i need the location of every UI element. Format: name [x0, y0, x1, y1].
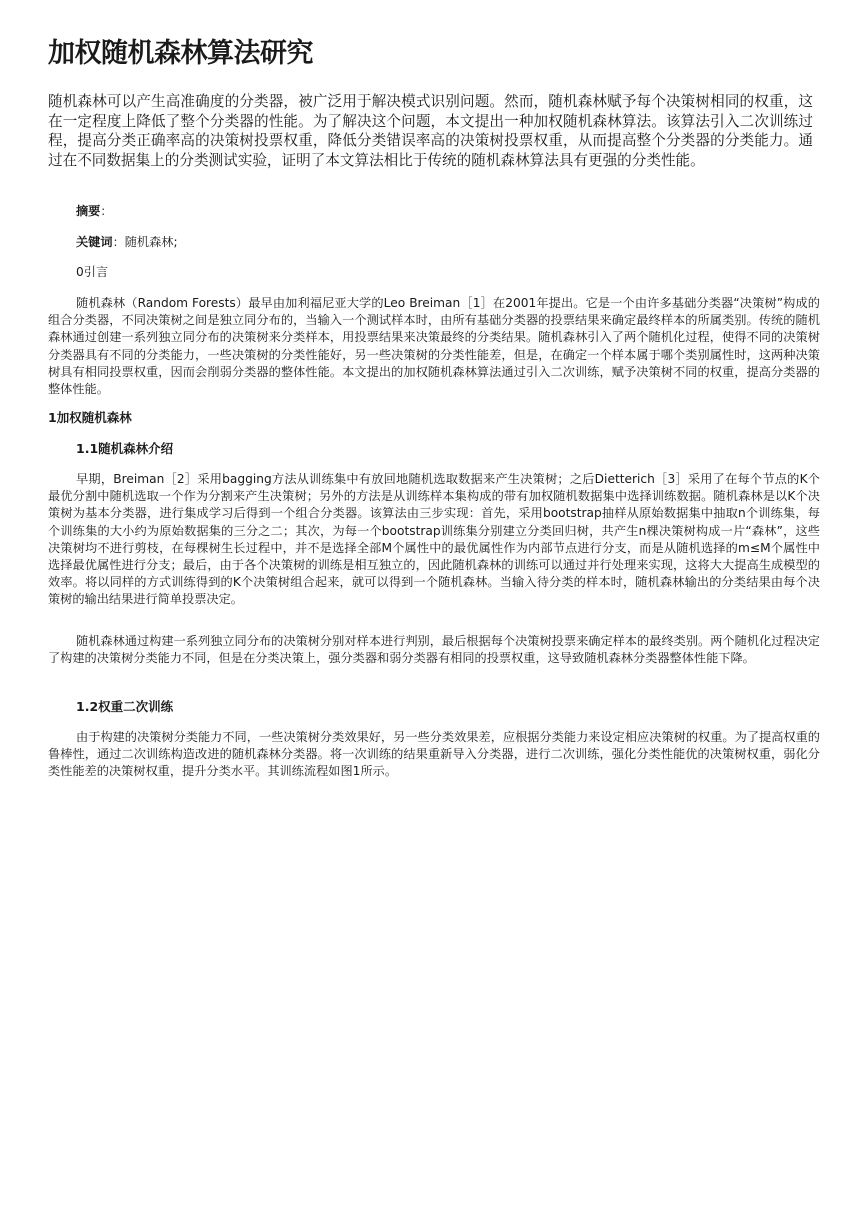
- abstract-summary: 随机森林可以产生高准确度的分类器，被广泛用于解决模式识别问题。然而，随机森林赋予每个决策树相同的权重，这在一定程度上降低了整个分类器的性能。为了解决这个问题，本文提出一种加权随机森林算法。该算法引入二次训练过程，提高分类正确率高的决策树投票权重，降低分类错误率高的决策树投票权重，从而提高整个分类器的分类能力。通过在不同数据集上的分类测试实验，证明了本文算法相比于传统的随机森林算法具有更强的分类性能。: [48, 93, 813, 169]
- intro-heading: 0引言: [76, 265, 109, 279]
- abstract-separator: ：: [100, 204, 113, 218]
- keywords-line: [48, 234, 820, 251]
- section-1-heading: 1加权随机森林: [48, 410, 132, 425]
- section-1-1-heading: 1.1随机森林介绍: [76, 441, 174, 456]
- abstract-line: [48, 203, 820, 220]
- keywords-value: ：随机森林;: [112, 235, 178, 249]
- keywords-label: 关键词: [76, 235, 113, 249]
- intro-paragraph: 随机森林（Random Forests）最早由加利福尼亚大学的Leo Breiman［1］在2001年提出。它是一个由许多基础分类器“决策树”构成的组合分类器，不同决策树之间是独立同分布的，当输入一个测试样本时，由所有基础分类器的投票结果来确定最终样本的所属类别。传统的随机森林通过创建一系列独立同分布的决策树来分类样本，用投票结果来决策最终的分类结果。随机森林引入了两个随机化过程，使得不同的决策树分类器具有不同的分类能力，一些决策树的分类性能好，另一些决策树的分类性能差，但是，在确定一个样本属于哪个类别属性时，这两种决策树具有相同投票权重，因而会削弱分类器的整体性能。本文提出的加权随机森林算法通过引入二次训练，赋予决策树不同的权重，提高分类器的整体性能。: [48, 296, 820, 397]
- section-1-2-paragraph: 由于构建的决策树分类能力不同，一些决策树分类效果好，另一些分类效果差，应根据分类能力来设定相应决策树的权重。为了提高权重的鲁棒性，通过二次训练构造改进的随机森林分类器。将一次训练的结果重新导入分类器，进行二次训练，强化分类性能优的决策树权重，弱化分类性能差的决策树权重，提升分类水平。其训练流程如图1所示。: [48, 730, 820, 779]
- paper-title: 加权随机森林算法研究: [48, 38, 313, 69]
- section-1-2-heading: 1.2权重二次训练: [76, 699, 174, 714]
- section-1-1-paragraph-2: 随机森林通过构建一系列独立同分布的决策树分别对样本进行判别，最后根据每个决策树投票来确定样本的最终类别。两个随机化过程决定了构建的决策树分类能力不同，但是在分类决策上，强分类器和弱分类器有相同的投票权重，这导致随机森林分类器整体性能下降。: [48, 634, 820, 666]
- abstract-label: 摘要: [76, 204, 101, 218]
- section-1-1-paragraph-1: 早期，Breiman［2］采用bagging方法从训练集中有放回地随机选取数据来产生决策树；之后Dietterich［3］采用了在每个节点的K个最优分割中随机选取一个作为分割来产生决策树；另外的方法是从训练样本集构成的带有加权随机数据集中选择训练数据。随机森林是以K个决策树为基本分类器，进行集成学习后得到一个组合分类器。该算法由三步实现：首先，采用bootstrap抽样从原始数据集中抽取n个训练集，每个训练集的大小约为原始数据集的三分之二；其次，为每一个bootstrap训练集分别建立分类回归树，共产生n棵决策树构成一片“森林”，这些决策树均不进行剪枝，在每棵树生长过程中，并不是选择全部M个属性中的最优属性作为内部节点进行分支，而是从随机选择的m≤M个属性中选择最优属性进行分支；最后，由于各个决策树的训练是相互独立的，因此随机森林的训练可以通过并行处理来实现，这将大大提高生成模型的效率。将以同样的方式训练得到的K个决策树组合起来，就可以得到一个随机森林。当输入待分类的样本时，随机森林输出的分类结果由每个决策树的输出结果进行简单投票决定。: [48, 472, 820, 607]
